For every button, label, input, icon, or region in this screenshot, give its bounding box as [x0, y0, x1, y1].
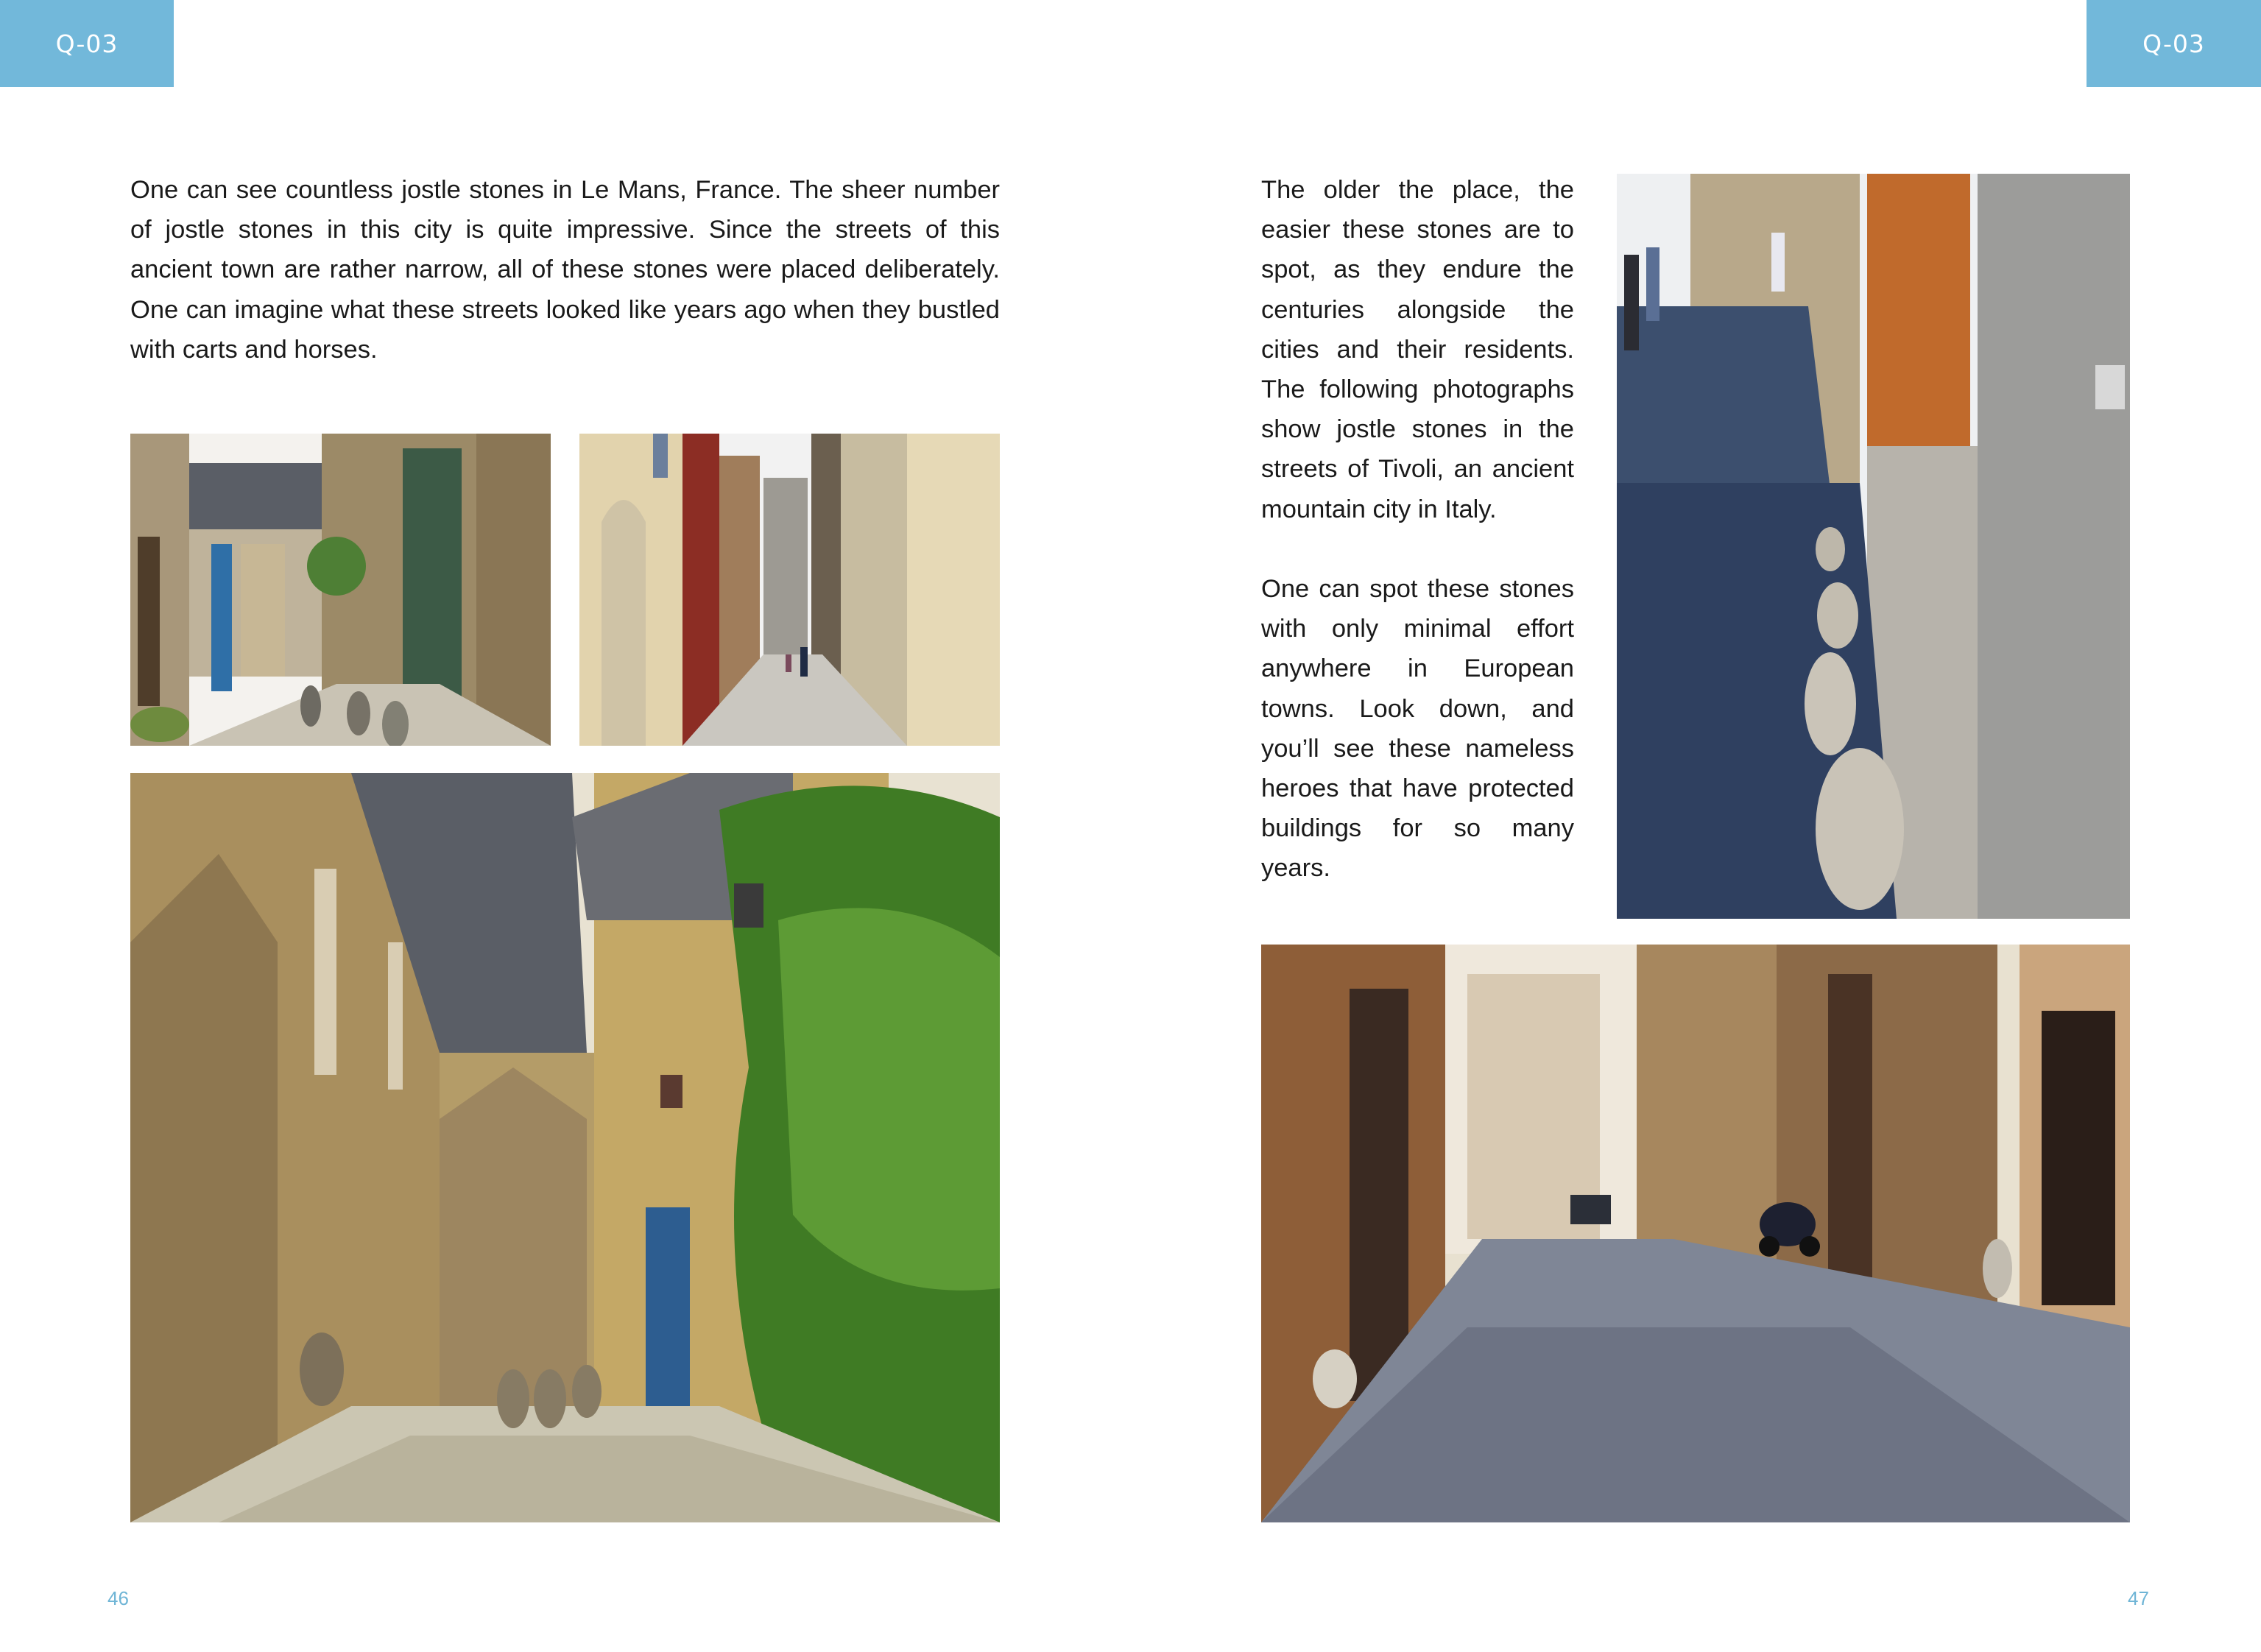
- intro-paragraph: One can see countless jostle stones in Le Mans, France. The sheer number of jostle stones in this city is quite impressive. Since the streets of this ancient town are rather narrow, all of these stones were placed deliberately. One can imagine what these streets looked like years ago when they bustled with carts and horses.: [130, 176, 1000, 364]
- section-tab-left: [0, 0, 174, 87]
- photo-le-mans-street-2: [579, 434, 1000, 746]
- page-number-right: 47: [2128, 1587, 2149, 1609]
- section-tab-label: Q-03: [2142, 29, 2205, 58]
- photo-tivoli-narrow-street: [1617, 174, 2130, 919]
- photo-tivoli-street-scooter: [1261, 945, 2130, 1522]
- section-tab-right: [2087, 0, 2261, 87]
- section-tab-label: Q-03: [55, 29, 119, 58]
- photo-le-mans-alley-large: [130, 773, 1000, 1522]
- page-number-left: 46: [107, 1587, 129, 1609]
- closing-paragraph: One can spot these stones with only minimal effort anywhere in European towns. Look down, and you’ll see these nameless heroes that have protected buildings for so many years.: [1261, 575, 1574, 883]
- tivoli-intro-paragraph: The older the place, the easier these stones are to spot, as they endure the centuries alongside the cities and their residents. The following photographs show jostle stones in the streets of Tivoli, an ancient mountain city in Italy.: [1261, 176, 1574, 523]
- photo-le-mans-street-1: [130, 434, 551, 746]
